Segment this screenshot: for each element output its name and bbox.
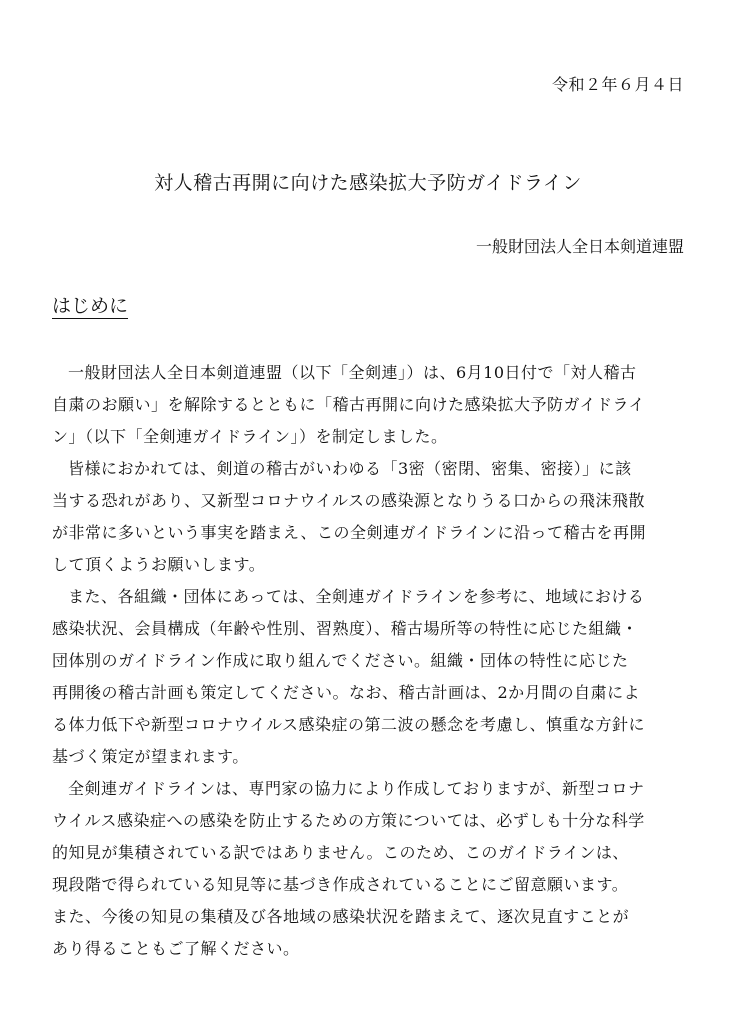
document-title: 対人稽古再開に向けた感染拡大予防ガイドライン	[154, 172, 582, 194]
body-line: が非常に多いという事実を踏まえ、この全剣連ガイドラインに沿って稽古を再開	[52, 523, 647, 542]
body-line: あり得ることもご了解ください。	[52, 939, 300, 958]
document-date: 令和２年６月４日	[551, 75, 684, 94]
body-line: 基づく策定が望まれます。	[52, 747, 249, 766]
body-line: 感染状況、会員構成（年齢や性別、習熟度）、稽古場所等の特性に応じた組織・	[52, 619, 639, 638]
body-line: また、今後の知見の集積及び各地域の感染状況を踏まえて、逐次見直すことが	[52, 907, 630, 926]
body-text	[52, 357, 686, 965]
body-line: 自粛のお願い」を解除するとともに「稽古再開に向けた感染拡大予防ガイドライ	[52, 395, 646, 414]
body-line: して頂くようお願いします。	[52, 555, 266, 574]
body-line: 現段階で得られている知見等に基づき作成されていることにご留意願います。	[52, 875, 629, 894]
section-heading: はじめに	[52, 295, 129, 317]
body-line: 再開後の稽古計画も策定してください。なお、稽古計画は、2か月間の自粛によ	[52, 683, 641, 702]
body-line: る体力低下や新型コロナウイルス感染症の第二波の懸念を考慮し、慎重な方針に	[52, 715, 646, 734]
body-line: また、各組織・団体にあっては、全剣連ガイドラインを参考に、地域における	[68, 587, 645, 606]
body-line: 一般財団法人全日本剣道連盟（以下「全剣連」）は、6月10日付で「対人稽古	[68, 363, 637, 382]
body-line: 団体別のガイドライン作成に取り組んでください。組織・団体の特性に応じた	[52, 651, 629, 670]
body-line: ウイルス感染症への感染を防止するための方策については、必ずしも十分な科学	[52, 811, 645, 830]
body-line: 的知見が集積されている訳ではありません。このため、このガイドラインは、	[52, 843, 629, 862]
body-line: 当する恐れがあり、又新型コロナウイルスの感染源となりうる口からの飛沫飛散	[52, 491, 646, 510]
body-line: 全剣連ガイドラインは、専門家の協力により作成しておりますが、新型コロナ	[68, 779, 645, 798]
issuing-organization: 一般財団法人全日本剣道連盟	[475, 237, 684, 256]
body-line: 皆様におかれては、剣道の稽古がいわゆる「3密（密閉、密集、密接）」に該	[68, 459, 632, 478]
body-line: ン」（以下「全剣連ガイドライン」）を制定しました。	[52, 427, 448, 446]
